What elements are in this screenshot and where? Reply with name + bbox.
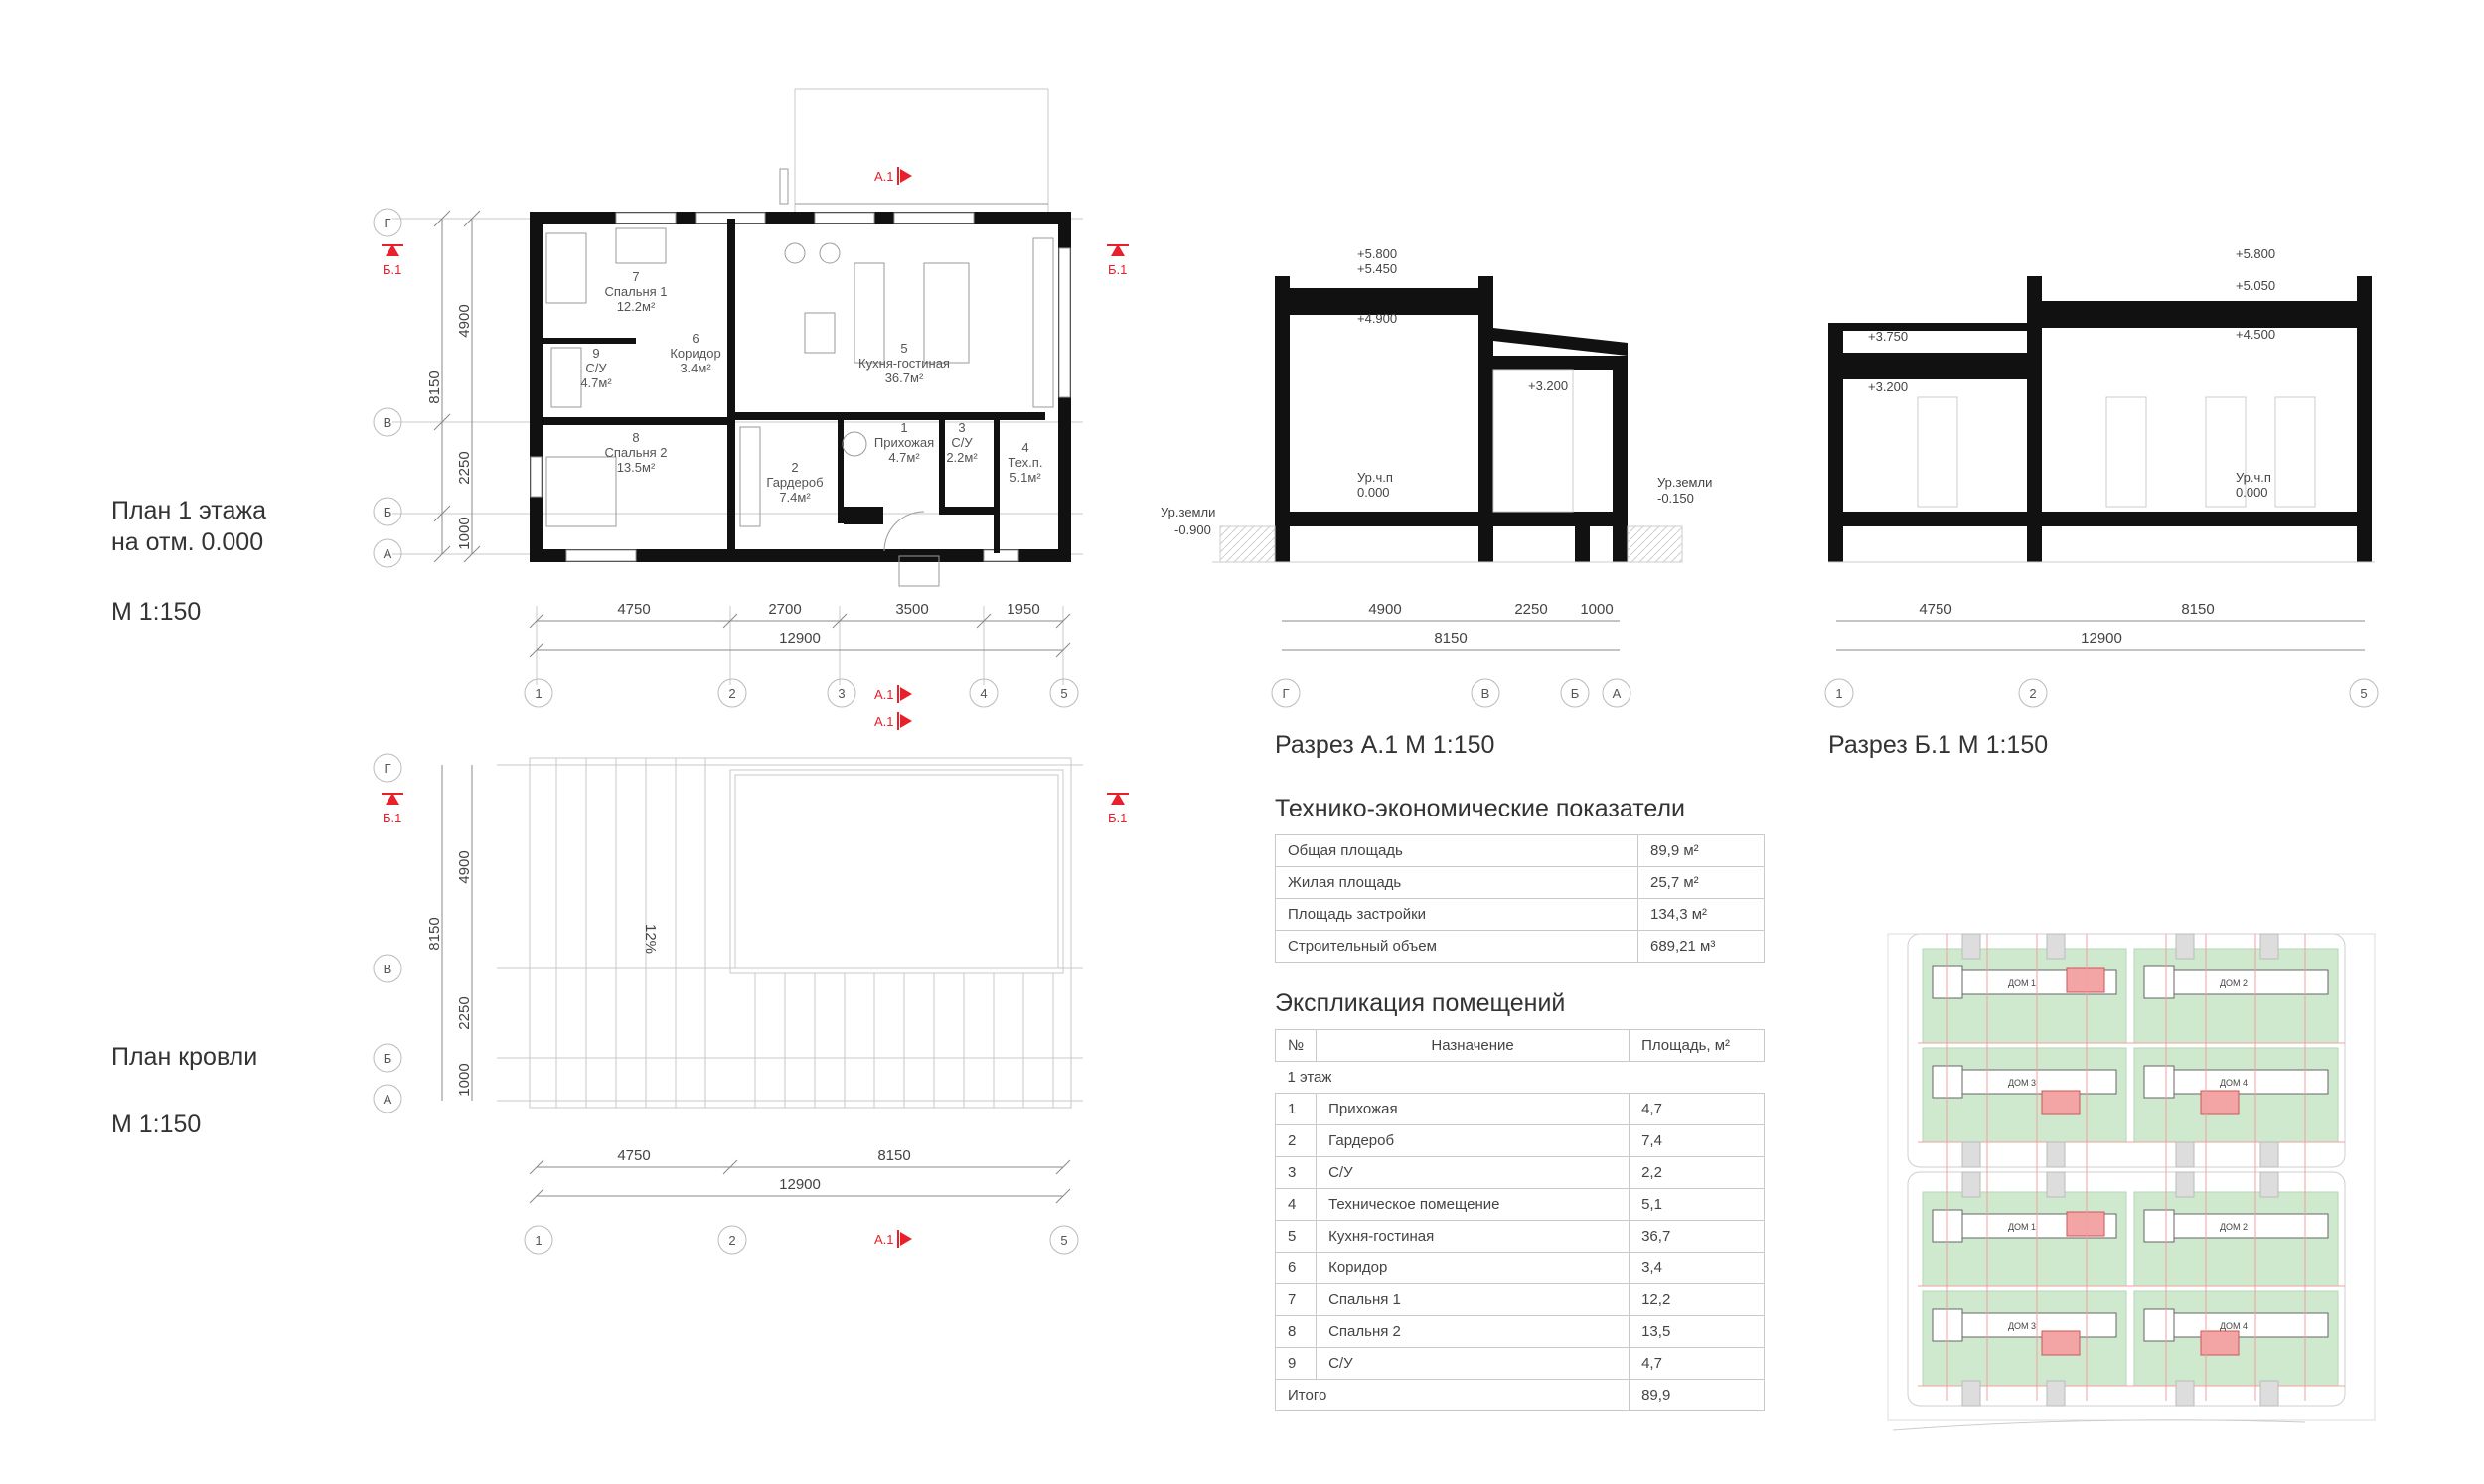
room-area: 7.4м² — [779, 490, 811, 505]
dim-x-total: 12900 — [779, 630, 821, 647]
table-row: 9 С/У 4,7 — [1276, 1348, 1765, 1380]
roof-scale: М 1:150 — [111, 1111, 202, 1138]
house-label: ДОМ 2 — [2219, 978, 2249, 988]
room-area: 12.2м² — [616, 299, 656, 314]
room-area: 13.5м² — [616, 460, 656, 475]
svg-text:А.1: А.1 — [874, 714, 894, 729]
plan1-scale: М 1:150 — [111, 598, 202, 626]
room-name: Спальня 1 — [604, 284, 668, 299]
room-name: Прихожая — [873, 435, 935, 450]
tep-title: Технико-экономические показатели — [1275, 795, 1686, 822]
house-label: ДОМ 3 — [2007, 1078, 2037, 1088]
house-label: ДОМ 4 — [2219, 1321, 2249, 1331]
svg-text:Ур.ч.п: Ур.ч.п — [1357, 470, 1393, 485]
svg-text:8150: 8150 — [426, 917, 443, 951]
roof-axis-b: Б — [383, 1051, 392, 1066]
explication-total: Итого 89,9 — [1276, 1380, 1765, 1411]
dim-x-2700: 2700 — [768, 601, 802, 618]
svg-text:4900: 4900 — [456, 850, 473, 884]
svg-text:0.000: 0.000 — [1357, 485, 1390, 500]
axis-letter-b: Б — [383, 505, 392, 519]
table-row: 8 Спальня 2 13,5 — [1276, 1316, 1765, 1348]
table-row: 5 Кухня-гостиная 36,7 — [1276, 1221, 1765, 1253]
svg-text:2250: 2250 — [1514, 601, 1548, 618]
svg-text:4900: 4900 — [1368, 601, 1402, 618]
explication-title: Экспликация помещений — [1275, 989, 1566, 1017]
svg-text:Б: Б — [1570, 686, 1580, 701]
svg-text:-0.900: -0.900 — [1174, 522, 1211, 537]
roof-axis-g: Г — [384, 761, 391, 776]
house-label: ДОМ 4 — [2219, 1078, 2249, 1088]
room-name: С/У — [951, 435, 973, 450]
room-area: 2.2м² — [946, 450, 978, 465]
room-name: С/У — [585, 361, 607, 375]
room-area: 4.7м² — [580, 375, 612, 390]
svg-text:8150: 8150 — [1434, 630, 1468, 647]
room-number: 7 — [632, 269, 640, 284]
svg-text:Ур.земли: Ур.земли — [1161, 505, 1216, 519]
svg-text:8150: 8150 — [2181, 601, 2215, 618]
roof-slope: 12% — [642, 924, 659, 955]
svg-text:+5.050: +5.050 — [2236, 278, 2276, 293]
house-label: ДОМ 2 — [2219, 1222, 2249, 1232]
room-number: 6 — [692, 331, 699, 346]
svg-text:А: А — [1612, 686, 1622, 701]
explication-group: 1 этаж — [1276, 1062, 1765, 1094]
room-number: 9 — [592, 346, 600, 361]
room-name: Спальня 2 — [604, 445, 668, 460]
svg-text:+3.200: +3.200 — [1868, 379, 1909, 394]
svg-text:2: 2 — [728, 1233, 736, 1248]
svg-text:+5.800: +5.800 — [2236, 246, 2276, 261]
svg-text:1: 1 — [535, 1233, 543, 1248]
dim-y-1000: 1000 — [456, 517, 473, 550]
svg-text:5: 5 — [1060, 1233, 1068, 1248]
roof-axis-a: А — [383, 1092, 392, 1107]
tep-row: Строительный объем 689,21 м³ — [1276, 931, 1765, 963]
dim-y-4900: 4900 — [456, 304, 473, 338]
svg-text:+3.750: +3.750 — [1868, 329, 1909, 344]
room-number: 4 — [1021, 440, 1029, 455]
room-labels — [580, 269, 1042, 505]
roof-dim-4750: 4750 — [617, 1147, 651, 1164]
plan1-title: План 1 этажа на отм. 0.000 — [111, 497, 266, 556]
svg-text:А.1: А.1 — [874, 687, 894, 702]
svg-text:Б.1: Б.1 — [1108, 811, 1128, 825]
house-label: ДОМ 1 — [2007, 978, 2037, 988]
tep-row: Жилая площадь 25,7 м² — [1276, 867, 1765, 899]
section-b — [1828, 276, 2372, 562]
roof-plan — [497, 758, 1083, 1108]
roof-dim-8150: 8150 — [877, 1147, 911, 1164]
table-row: 2 Гардероб 7,4 — [1276, 1125, 1765, 1157]
svg-text:Б.1: Б.1 — [1108, 262, 1128, 277]
svg-text:Г: Г — [1282, 686, 1290, 701]
table-row: 6 Коридор 3,4 — [1276, 1253, 1765, 1284]
axis-num-2: 2 — [728, 686, 736, 701]
dim-x-3500: 3500 — [895, 601, 929, 618]
svg-text:Ур.земли: Ур.земли — [1657, 475, 1713, 490]
axis-num-1: 1 — [535, 686, 543, 701]
svg-text:+5.450: +5.450 — [1357, 261, 1398, 276]
svg-text:1000: 1000 — [1580, 601, 1614, 618]
svg-text:Б.1: Б.1 — [383, 262, 402, 277]
axis-num-5: 5 — [1060, 686, 1068, 701]
svg-text:4750: 4750 — [1919, 601, 1952, 618]
axis-num-4: 4 — [980, 686, 988, 701]
svg-text:2250: 2250 — [456, 996, 473, 1030]
svg-text:1: 1 — [1835, 686, 1843, 701]
svg-text:1000: 1000 — [456, 1063, 473, 1097]
roof-axis-v: В — [383, 962, 392, 976]
svg-text:Б.1: Б.1 — [383, 811, 402, 825]
dim-x-4750: 4750 — [617, 601, 651, 618]
house-label: ДОМ 3 — [2007, 1321, 2037, 1331]
dim-y-2250: 2250 — [456, 451, 473, 485]
axis-letter-g: Г — [384, 216, 391, 230]
room-area: 5.1м² — [1009, 470, 1041, 485]
svg-text:12900: 12900 — [2081, 630, 2122, 647]
section-a-title: Разрез А.1 М 1:150 — [1275, 731, 1495, 759]
tep-row: Площадь застройки 134,3 м² — [1276, 899, 1765, 931]
room-name: Тех.п. — [1008, 455, 1043, 470]
axis-num-3: 3 — [838, 686, 846, 701]
svg-text:В: В — [1480, 686, 1490, 701]
table-row: 4 Техническое помещение 5,1 — [1276, 1189, 1765, 1221]
svg-text:2: 2 — [2029, 686, 2037, 701]
svg-text:Ур.ч.п: Ур.ч.п — [2236, 470, 2271, 485]
svg-text:+4.900: +4.900 — [1357, 311, 1398, 326]
room-number: 8 — [632, 430, 640, 445]
room-name: Кухня-гостиная — [858, 356, 950, 371]
tep-table — [1275, 834, 1765, 963]
svg-text:А.1: А.1 — [874, 1232, 894, 1247]
table-row: 1 Прихожая 4,7 — [1276, 1094, 1765, 1125]
explication-table — [1275, 1029, 1765, 1411]
table-row: 7 Спальня 1 12,2 — [1276, 1284, 1765, 1316]
svg-text:-0.150: -0.150 — [1657, 491, 1694, 506]
axis-letter-a: А — [383, 546, 392, 561]
svg-text:А.1: А.1 — [874, 169, 894, 184]
room-name: Коридор — [670, 346, 721, 361]
tep-row: Общая площадь 89,9 м² — [1276, 835, 1765, 867]
axis-letter-v: В — [383, 415, 392, 430]
svg-text:0.000: 0.000 — [2236, 485, 2268, 500]
table-row: 3 С/У 2,2 — [1276, 1157, 1765, 1189]
dim-x-1950: 1950 — [1007, 601, 1040, 618]
roof-title: План кровли — [111, 1043, 258, 1071]
room-number: 5 — [900, 341, 908, 356]
svg-text:+5.800: +5.800 — [1357, 246, 1398, 261]
section-a — [1275, 276, 1628, 562]
svg-text:5: 5 — [2360, 686, 2368, 701]
room-name: Гардероб — [766, 475, 824, 490]
house-label: ДОМ 1 — [2007, 1222, 2037, 1232]
floor-plan — [392, 89, 1083, 685]
room-number: 3 — [958, 420, 966, 435]
svg-text:+3.200: +3.200 — [1528, 378, 1569, 393]
room-area: 4.7м² — [888, 450, 920, 465]
section-b-title: Разрез Б.1 М 1:150 — [1828, 731, 2049, 759]
room-number: 2 — [791, 460, 799, 475]
explication-head: № Назначение Площадь, м² — [1276, 1030, 1765, 1062]
svg-text:+4.500: +4.500 — [2236, 327, 2276, 342]
roof-dim-total: 12900 — [779, 1176, 821, 1193]
room-area: 36.7м² — [884, 371, 924, 385]
room-number: 1 — [900, 420, 908, 435]
room-area: 3.4м² — [680, 361, 711, 375]
site-plan — [1888, 934, 2375, 1430]
dim-y-total: 8150 — [426, 371, 443, 404]
